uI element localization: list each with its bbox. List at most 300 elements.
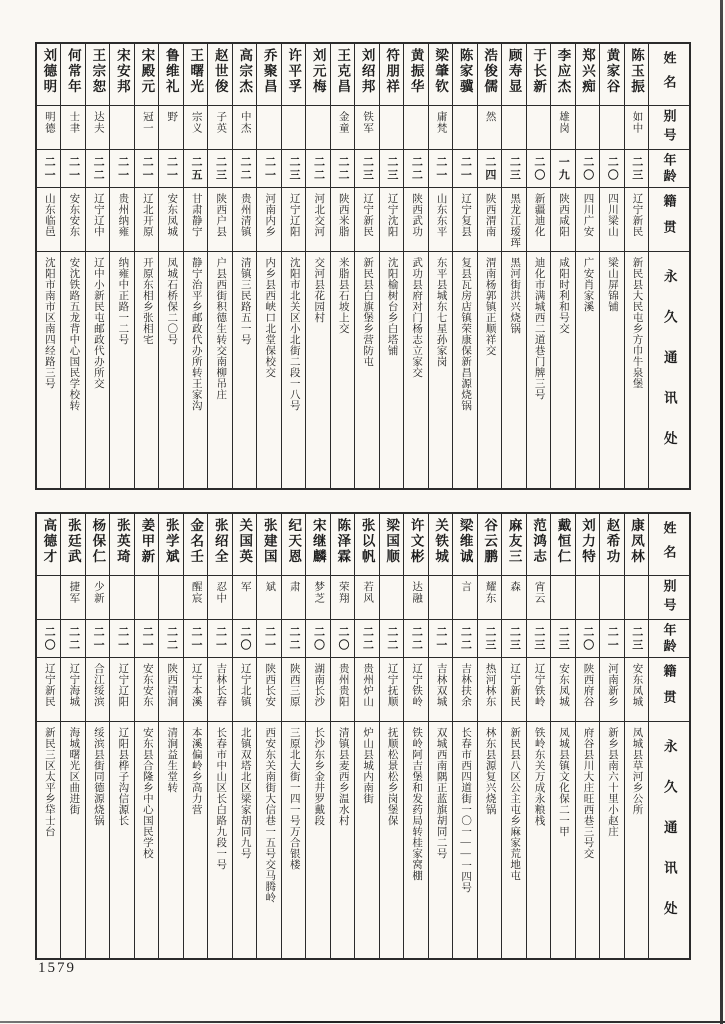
alias-cell — [404, 576, 427, 620]
name-text: 麻友三 — [506, 518, 522, 565]
alias-text: 肃 — [288, 581, 300, 593]
name-cell — [37, 514, 60, 576]
address-cell — [527, 252, 550, 488]
address-cell — [551, 722, 574, 958]
name-cell — [600, 44, 623, 106]
alias-cell — [331, 106, 354, 150]
age-cell — [527, 150, 550, 188]
address-text: 府谷县川大庄旺西巷三号交 — [582, 727, 594, 859]
name-cell — [135, 514, 158, 576]
age-cell — [331, 620, 354, 658]
address-text: 米脂县石坡上交 — [337, 257, 349, 334]
origin-cell — [61, 658, 84, 722]
address-cell — [282, 722, 305, 958]
origin-text: 陕西米脂 — [337, 193, 349, 237]
header-cell-origin — [649, 658, 689, 722]
origin-text: 辽宁本溪 — [190, 663, 202, 707]
person-column — [404, 44, 428, 488]
age-text: 二五 — [190, 155, 203, 182]
age-cell — [184, 620, 207, 658]
alias-text: 冠一 — [141, 111, 153, 134]
header-cell-origin — [649, 188, 689, 252]
address-text: 本溪偏岭乡高力营 — [190, 727, 202, 815]
address-cell — [404, 722, 427, 958]
alias-text: 捷军 — [68, 581, 80, 604]
age-text: 二三 — [508, 155, 521, 182]
name-text: 张绍全 — [212, 518, 228, 565]
age-text: 二二 — [312, 155, 325, 182]
address-text: 新民三区太平乡牮士台 — [43, 727, 55, 837]
name-text: 高宗杰 — [237, 48, 253, 95]
person-column — [37, 514, 61, 958]
name-text: 梁国顺 — [384, 518, 400, 565]
alias-cell — [527, 106, 550, 150]
name-text: 宋继麟 — [310, 518, 326, 565]
age-text: 二二 — [67, 625, 80, 652]
person-column — [551, 44, 575, 488]
origin-cell — [135, 658, 158, 722]
origin-text: 黑龙江瑷珲 — [509, 193, 521, 248]
name-text: 张以帆 — [359, 518, 375, 565]
address-text: 清镇县麦西乡温水村 — [337, 727, 349, 826]
origin-cell — [502, 188, 525, 252]
name-cell — [282, 514, 305, 576]
alias-cell — [110, 576, 133, 620]
person-column — [478, 514, 502, 958]
origin-cell — [551, 658, 574, 722]
name-cell — [429, 514, 452, 576]
age-text: 二二 — [336, 155, 349, 182]
address-text: 渭南杨郭镇正顺祥交 — [484, 257, 496, 356]
name-text: 张英琦 — [114, 518, 130, 565]
origin-cell — [306, 188, 329, 252]
header-column — [649, 44, 689, 488]
name-text: 何常年 — [65, 48, 81, 95]
age-text: 二〇 — [43, 625, 56, 652]
origin-text: 辽宁抚顺 — [386, 663, 398, 707]
address-text: 东平县城东七星孙家岗 — [435, 257, 447, 367]
age-cell — [282, 620, 305, 658]
address-cell — [135, 252, 158, 488]
origin-text: 辽宁新民 — [509, 663, 521, 707]
person-column — [527, 514, 551, 958]
name-cell — [331, 514, 354, 576]
header-label-origin: 籍贯 — [661, 193, 677, 246]
alias-text: 然 — [484, 111, 496, 123]
origin-text: 辽北开原 — [141, 193, 153, 237]
address-cell — [429, 252, 452, 488]
address-cell — [233, 722, 256, 958]
origin-cell — [478, 188, 501, 252]
name-text: 康凤林 — [629, 518, 644, 565]
person-column — [208, 44, 232, 488]
name-text: 宋安邦 — [114, 48, 130, 95]
name-text: 鲁维礼 — [163, 48, 179, 95]
address-text: 辽中小新民屯邮政代办所交 — [92, 257, 104, 389]
origin-text: 辽宁辽阳 — [288, 193, 300, 237]
alias-text: 耀东 — [484, 581, 496, 604]
alias-cell — [37, 576, 60, 620]
alias-cell — [576, 106, 599, 150]
age-cell — [429, 150, 452, 188]
age-text: 二〇 — [581, 155, 594, 182]
address-text: 内乡县西峡口北堂保校交 — [264, 257, 276, 378]
name-cell — [355, 514, 378, 576]
age-cell — [159, 620, 182, 658]
alias-cell — [257, 576, 280, 620]
alias-text: 忍中 — [215, 581, 227, 604]
origin-cell — [625, 188, 648, 252]
name-cell — [37, 44, 60, 106]
address-text: 开原东相乡张相宅 — [141, 257, 153, 345]
name-cell — [355, 44, 378, 106]
header-cell-address — [649, 252, 689, 488]
name-cell — [551, 44, 574, 106]
address-cell — [282, 252, 305, 488]
age-text: 二二 — [385, 625, 398, 652]
address-text: 清涧益生堂转 — [166, 727, 178, 793]
header-label-name: 姓名 — [661, 520, 677, 569]
age-cell — [478, 620, 501, 658]
person-column — [576, 514, 600, 958]
origin-cell — [576, 188, 599, 252]
age-cell — [404, 620, 427, 658]
age-cell — [61, 620, 84, 658]
name-text: 宋殿元 — [139, 48, 155, 95]
alias-cell — [527, 576, 550, 620]
alias-cell — [61, 576, 84, 620]
age-cell — [355, 150, 378, 188]
origin-cell — [257, 658, 280, 722]
age-text: 二三 — [361, 155, 374, 182]
alias-cell — [306, 106, 329, 150]
header-cell-alias — [649, 106, 689, 150]
age-cell — [576, 150, 599, 188]
person-column — [61, 44, 85, 488]
age-cell — [502, 620, 525, 658]
address-cell — [625, 722, 648, 958]
address-cell — [355, 252, 378, 488]
address-text: 北镇双塔北区梁家胡同九号 — [239, 727, 251, 859]
name-cell — [527, 514, 550, 576]
age-text: 二一 — [165, 155, 178, 182]
alias-text: 军 — [239, 581, 251, 593]
person-column — [331, 514, 355, 958]
person-column — [184, 514, 208, 958]
person-column — [551, 514, 575, 958]
person-column — [600, 44, 624, 488]
person-column — [208, 514, 232, 958]
age-text: 二一 — [92, 625, 105, 652]
name-cell — [135, 44, 158, 106]
name-cell — [576, 44, 599, 106]
origin-text: 河南内乡 — [264, 193, 276, 237]
name-cell — [576, 514, 599, 576]
header-label-address: 永久通讯处 — [661, 738, 677, 942]
name-text: 乔聚昌 — [261, 48, 277, 95]
address-text: 交河县花园村 — [313, 257, 325, 323]
name-cell — [429, 44, 452, 106]
alias-text: 中杰 — [239, 111, 251, 134]
age-cell — [429, 620, 452, 658]
alias-cell — [502, 106, 525, 150]
age-text: 二〇 — [312, 625, 325, 652]
person-column — [110, 44, 134, 488]
origin-text: 辽宁新民 — [362, 193, 374, 237]
origin-text: 贵州纳雍 — [117, 193, 129, 237]
header-cell-alias — [649, 576, 689, 620]
person-column — [502, 514, 526, 958]
person-column — [61, 514, 85, 958]
address-cell — [86, 722, 109, 958]
name-cell — [61, 514, 84, 576]
alias-cell — [576, 576, 599, 620]
name-cell — [600, 514, 623, 576]
address-text: 沈阳市南市区南四经路三号 — [43, 257, 55, 389]
age-cell — [551, 150, 574, 188]
address-text: 咸阳时利和号交 — [558, 257, 570, 334]
origin-cell — [380, 658, 403, 722]
origin-cell — [184, 188, 207, 252]
name-cell — [380, 514, 403, 576]
address-cell — [625, 252, 648, 488]
origin-text: 陕西户县 — [215, 193, 227, 237]
origin-text: 辽宁沈阳 — [386, 193, 398, 237]
age-text: 二一 — [263, 155, 276, 182]
age-text: 二一 — [141, 625, 154, 652]
age-text: 二〇 — [606, 155, 619, 182]
address-text: 炉山县城内南街 — [362, 727, 374, 804]
origin-text: 辽宁铁岭 — [411, 663, 423, 707]
origin-text: 安东凤城 — [166, 193, 178, 237]
origin-cell — [404, 188, 427, 252]
name-text: 赵世俊 — [212, 48, 228, 95]
address-cell — [331, 722, 354, 958]
name-text: 刘元梅 — [310, 48, 326, 95]
address-cell — [306, 252, 329, 488]
address-text: 抚顺松景松乡岗堡保 — [386, 727, 398, 826]
alias-cell — [61, 106, 84, 150]
age-text: 二二 — [410, 155, 423, 182]
alias-cell — [135, 106, 158, 150]
address-cell — [380, 252, 403, 488]
address-text: 铁岭阿吉堡和发药局转桂家窝棚 — [411, 727, 423, 881]
alias-cell — [86, 106, 109, 150]
origin-cell — [600, 188, 623, 252]
age-text: 二一 — [459, 155, 472, 182]
name-text: 高德才 — [41, 518, 57, 565]
alias-cell — [257, 106, 280, 150]
origin-text: 山东临邑 — [43, 193, 55, 237]
alias-cell — [282, 576, 305, 620]
address-text: 凤城县镇文化保二一甲 — [558, 727, 570, 837]
address-cell — [159, 252, 182, 488]
name-cell — [233, 514, 256, 576]
age-cell — [86, 150, 109, 188]
alias-cell — [184, 106, 207, 150]
name-text: 纪天恩 — [286, 518, 302, 565]
name-cell — [331, 44, 354, 106]
address-cell — [233, 252, 256, 488]
age-text: 二一 — [116, 155, 129, 182]
age-text: 二二 — [92, 155, 105, 182]
alias-cell — [404, 106, 427, 150]
name-text: 杨保仁 — [90, 518, 106, 565]
age-cell — [37, 150, 60, 188]
address-cell — [86, 252, 109, 488]
address-cell — [551, 252, 574, 488]
age-cell — [86, 620, 109, 658]
age-cell — [453, 150, 476, 188]
header-label-origin: 籍贯 — [661, 663, 677, 716]
person-column — [135, 44, 159, 488]
header-label-age: 年龄 — [661, 152, 677, 185]
age-cell — [380, 150, 403, 188]
alias-cell — [355, 106, 378, 150]
name-text: 刘德明 — [41, 48, 57, 95]
name-text: 姜甲新 — [139, 518, 155, 565]
origin-cell — [110, 658, 133, 722]
address-cell — [257, 252, 280, 488]
name-cell — [404, 514, 427, 576]
origin-text: 辽宁辽阳 — [117, 663, 129, 707]
name-cell — [306, 44, 329, 106]
age-cell — [331, 150, 354, 188]
address-cell — [208, 722, 231, 958]
age-text: 二一 — [606, 625, 619, 652]
address-cell — [453, 252, 476, 488]
name-cell — [184, 44, 207, 106]
address-cell — [257, 722, 280, 958]
person-column — [576, 44, 600, 488]
name-text: 许文彬 — [408, 518, 424, 565]
origin-cell — [502, 658, 525, 722]
address-text: 静宁治平乡邮政代办所转王家沟 — [190, 257, 202, 411]
age-text: 二一 — [141, 155, 154, 182]
address-cell — [110, 722, 133, 958]
address-cell — [184, 252, 207, 488]
name-cell — [257, 514, 280, 576]
person-column — [257, 514, 281, 958]
age-cell — [355, 620, 378, 658]
alias-cell — [600, 106, 623, 150]
name-cell — [208, 514, 231, 576]
address-text: 凤城石桥保二〇号 — [166, 257, 178, 345]
name-cell — [380, 44, 403, 106]
person-column — [380, 514, 404, 958]
age-cell — [233, 150, 256, 188]
address-text: 安沈铁路五龙背中心国民学校转 — [68, 257, 80, 411]
name-cell — [208, 44, 231, 106]
address-cell — [502, 252, 525, 488]
address-text: 户县西街积德生转交南柳吊庄 — [215, 257, 227, 400]
age-cell — [306, 620, 329, 658]
name-text: 关铁城 — [433, 518, 449, 565]
origin-cell — [478, 658, 501, 722]
alias-text: 庸梵 — [435, 111, 447, 134]
address-cell — [527, 722, 550, 958]
age-text: 二三 — [214, 155, 227, 182]
age-text: 二一 — [214, 625, 227, 652]
alias-cell — [551, 106, 574, 150]
address-text: 铁岭东关万成永粮栈 — [533, 727, 545, 826]
person-column — [429, 514, 453, 958]
name-text: 黄振华 — [408, 48, 424, 95]
registry-table-bottom — [35, 512, 691, 960]
alias-text: 士聿 — [68, 111, 80, 134]
age-cell — [61, 150, 84, 188]
address-text: 长春市西四道街一〇一——一四号 — [460, 727, 472, 893]
name-cell — [478, 44, 501, 106]
name-text: 梁肇钦 — [433, 48, 449, 95]
alias-text: 少新 — [92, 581, 104, 604]
name-cell — [61, 44, 84, 106]
alias-cell — [110, 106, 133, 150]
address-cell — [478, 252, 501, 488]
alias-cell — [184, 576, 207, 620]
origin-cell — [453, 188, 476, 252]
origin-cell — [380, 188, 403, 252]
name-cell — [502, 514, 525, 576]
address-cell — [306, 722, 329, 958]
header-column — [649, 514, 689, 958]
age-cell — [625, 620, 648, 658]
header-label-alias: 别号 — [661, 108, 677, 147]
origin-text: 甘肃静宁 — [190, 193, 202, 237]
name-cell — [110, 514, 133, 576]
alias-cell — [282, 106, 305, 150]
age-text: 二〇 — [336, 625, 349, 652]
age-cell — [233, 620, 256, 658]
origin-cell — [233, 658, 256, 722]
origin-cell — [208, 188, 231, 252]
alias-cell — [306, 576, 329, 620]
header-cell-name — [649, 44, 689, 106]
address-cell — [429, 722, 452, 958]
origin-text: 安东安东 — [68, 193, 80, 237]
address-cell — [576, 722, 599, 958]
person-column — [233, 514, 257, 958]
origin-cell — [61, 188, 84, 252]
person-column — [233, 44, 257, 488]
age-text: 二〇 — [239, 625, 251, 652]
age-text: 二二 — [239, 155, 251, 182]
address-text: 新民县八区公主屯乡麻家荒地屯 — [509, 727, 521, 881]
name-text: 陈泽霖 — [335, 518, 351, 565]
origin-text: 河南新乡 — [607, 663, 619, 707]
person-column — [502, 44, 526, 488]
age-text: 二一 — [434, 625, 447, 652]
name-text: 王宗恕 — [90, 48, 106, 95]
address-cell — [61, 252, 84, 488]
alias-text: 若风 — [362, 581, 374, 604]
alias-cell — [429, 576, 452, 620]
origin-cell — [306, 658, 329, 722]
address-cell — [61, 722, 84, 958]
origin-cell — [355, 188, 378, 252]
alias-cell — [233, 576, 256, 620]
origin-text: 四川梁山 — [607, 193, 619, 237]
alias-cell — [86, 576, 109, 620]
origin-text: 安东凤城 — [558, 663, 570, 707]
origin-cell — [576, 658, 599, 722]
age-text: 一九 — [557, 155, 570, 182]
header-label-address: 永久通讯处 — [661, 268, 677, 472]
origin-text: 辽宁铁岭 — [533, 663, 545, 707]
age-text: 二一 — [43, 155, 56, 182]
age-text: 二一 — [190, 625, 203, 652]
origin-text: 辽宁新民 — [43, 663, 55, 707]
